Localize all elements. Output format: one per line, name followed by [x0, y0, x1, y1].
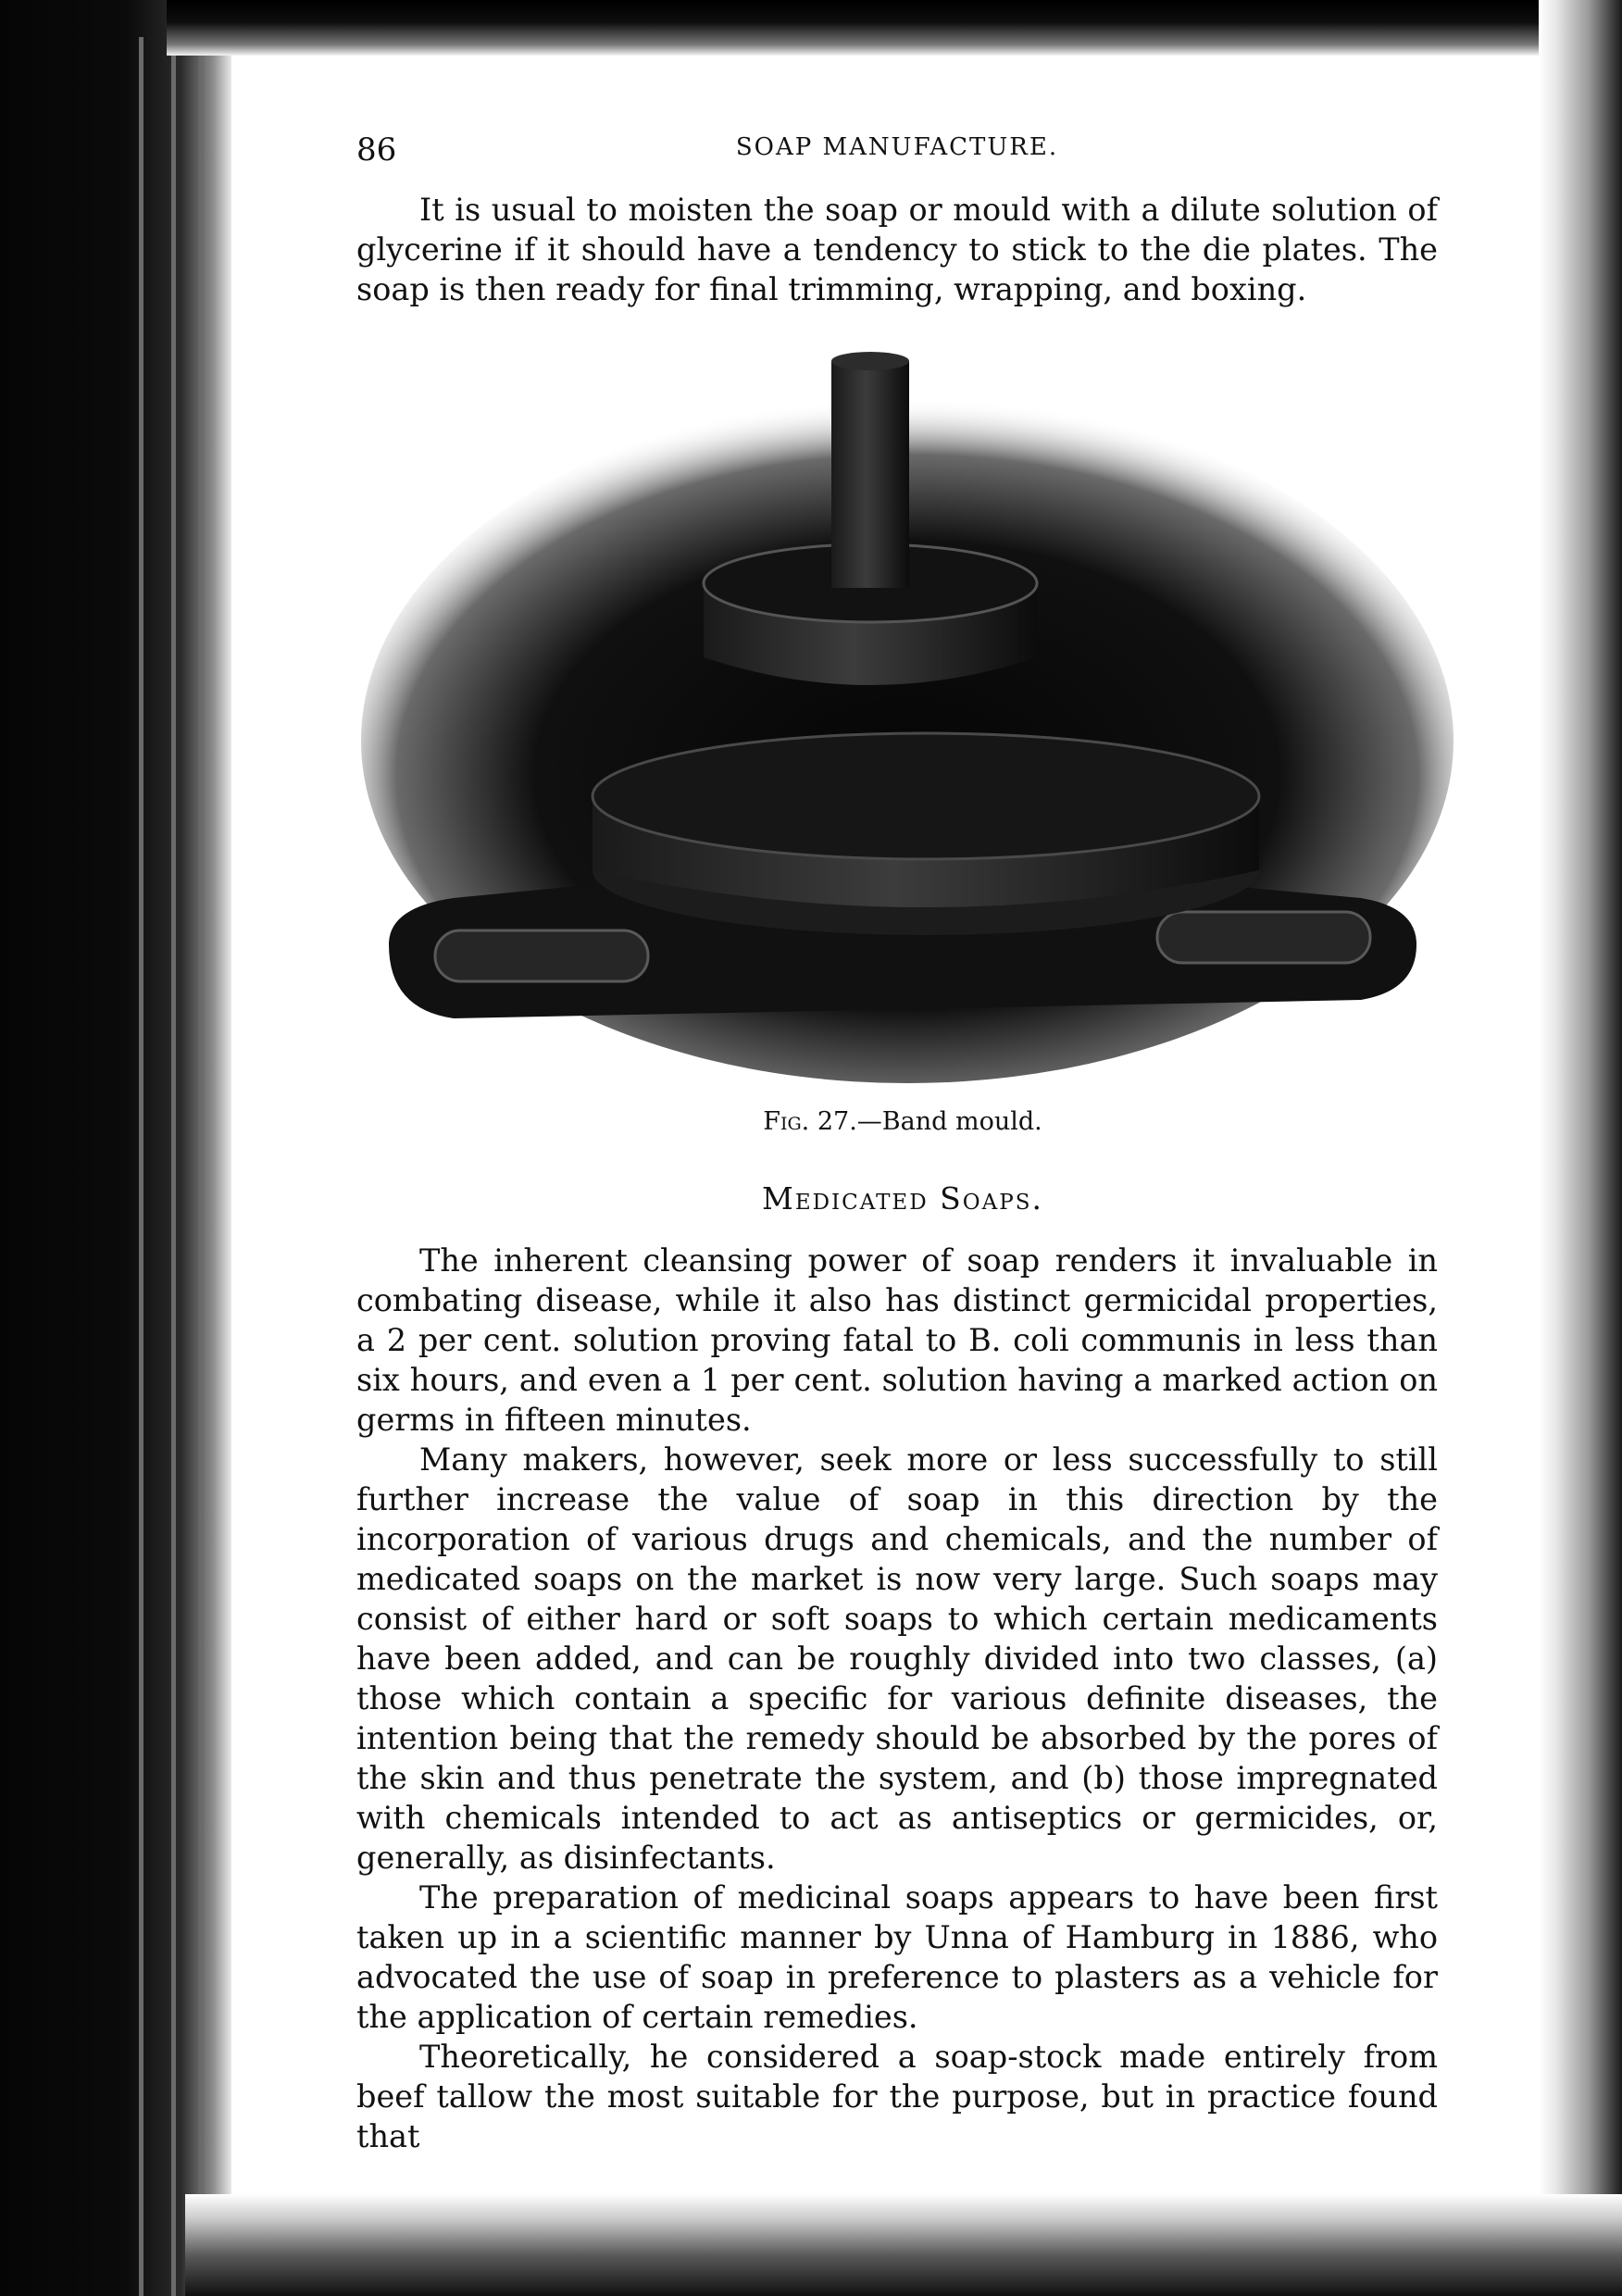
paragraph: Theoretically, he considered a soap-stock made entirely from beef tallow the most suitable for the purpose, but in practice found that — [356, 2039, 1438, 2154]
plunger-top — [831, 352, 909, 370]
page-number: 86 — [356, 131, 397, 168]
paragraph: It is usual to moisten the soap or mould with a dilute solution of glycerine if it should have a tendency to stick to the die plates. The soap is then ready for final trimming, wrapping, and boxing. — [356, 192, 1438, 307]
paragraph: Many makers, however, seek more or less successfully to still further increase the value of soap in this direction by the incorporation of various drugs and chemicals, and the number of medicated soaps on the market is now very large. Such soaps may consist of either hard or soft soaps to which certain medicaments have been added, and can be roughly divided into two classes, (a) those which contain a specific for various definite diseases, the intention being that the remedy should be absorbed by the pores of the skin and thus penetrate the system, and (b) those impregnated with chemicals intended to act as antiseptics or germicides, or, generally, as disinfectants. — [356, 1441, 1438, 1876]
mould-plunger — [831, 361, 909, 588]
top-paragraph-block — [356, 190, 1438, 309]
right-page-edge — [1539, 0, 1622, 2296]
paragraph: The preparation of medicinal soaps appears to have been first taken up in a scientific manner by Unna of Hamburg in 1886, who advocated the use of soap in preference to plasters as a vehicle for the application of certain remedies. — [356, 1879, 1438, 2035]
spine-stripe — [139, 37, 143, 2296]
figure-caption-text: —Band mould. — [856, 1107, 1042, 1136]
figure-label: Fig. 27. — [763, 1107, 857, 1136]
spine-stripe — [171, 37, 176, 2296]
lower-band-rim — [593, 733, 1259, 859]
section-heading: Medicated Soaps. — [762, 1180, 1043, 1217]
bottom-page-edge — [185, 2194, 1622, 2296]
page-header — [356, 131, 1438, 168]
book-spine-shadow — [0, 0, 231, 2296]
spine-stripe — [199, 37, 204, 2296]
figure-caption — [352, 1107, 1454, 1136]
base-slot — [1157, 912, 1370, 963]
paragraph: The inherent cleansing power of soap renders it invaluable in combating disease, while it also has distinct germicidal properties, a 2 per cent. solution proving fatal to B. coli communis in less than six hours, and even a 1 per cent. solution having a marked action on germs in fifteen minutes. — [356, 1242, 1438, 1438]
top-page-edge — [167, 0, 1622, 56]
running-title: SOAP MANUFACTURE. — [735, 133, 1059, 161]
band-mould-figure — [352, 352, 1454, 1083]
base-slot — [435, 930, 648, 981]
body-text — [356, 1241, 1438, 2156]
